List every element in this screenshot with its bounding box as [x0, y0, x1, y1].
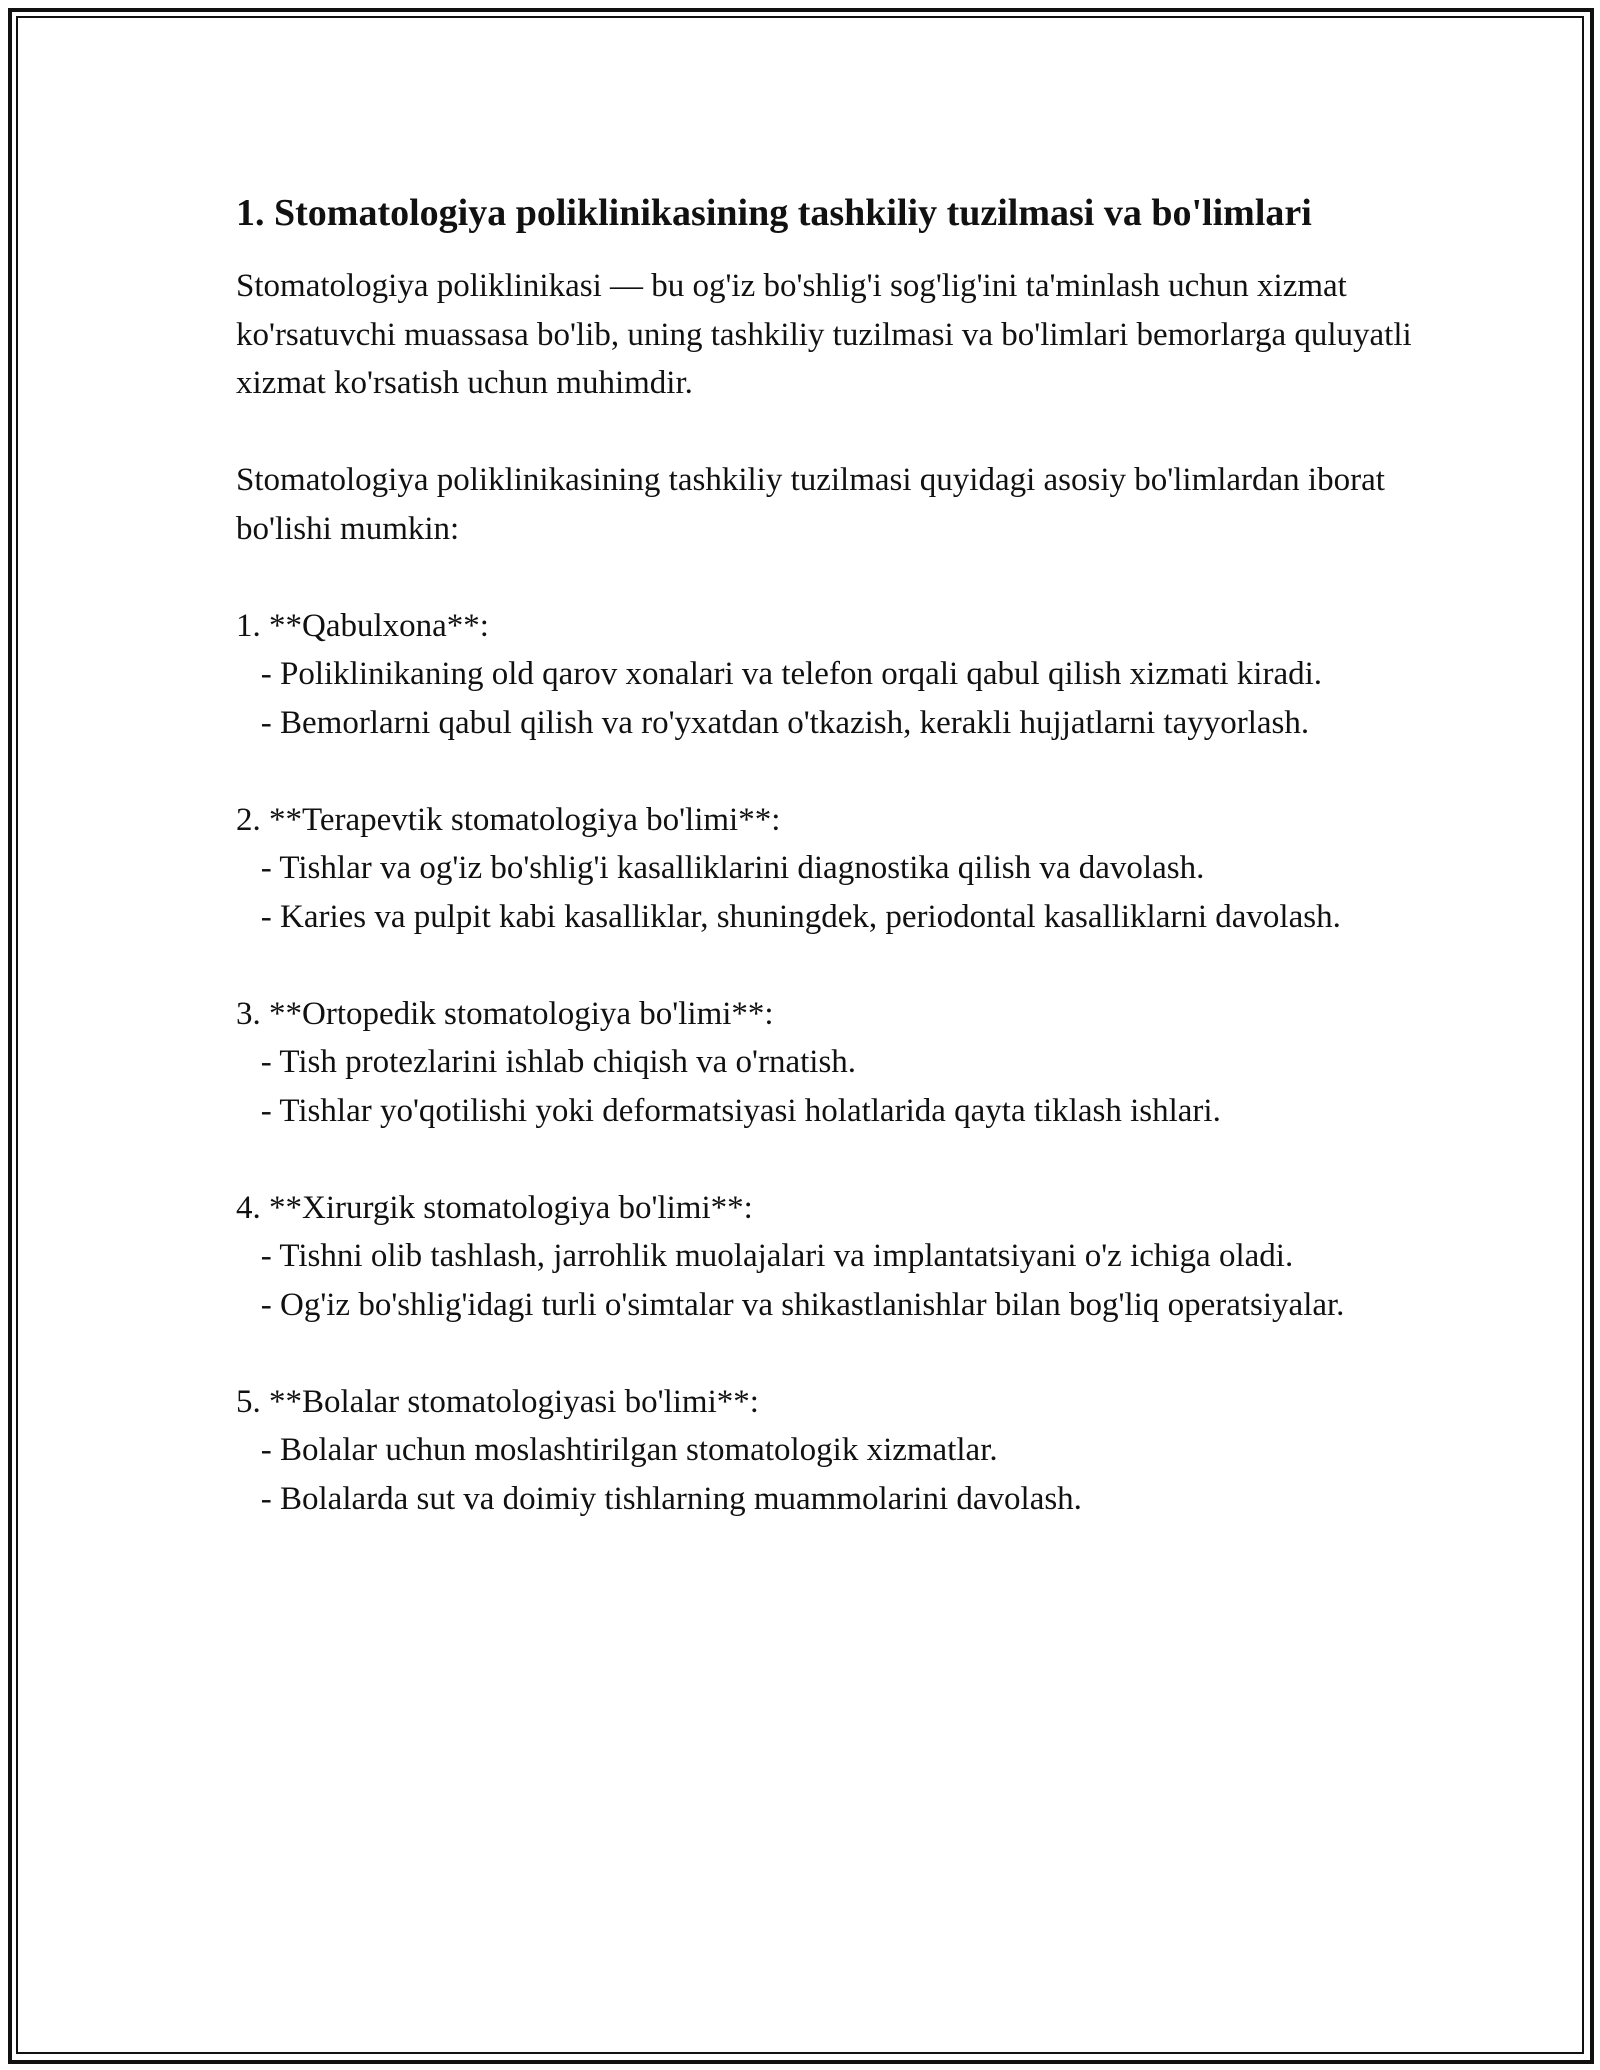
section-xirurgik: [236, 1184, 1416, 1330]
section-item: - Tish protezlarini ishlab chiqish va o'rnatish.: [236, 1044, 857, 1080]
document-title: 1. Stomatologiya poliklinikasining tashkiliy tuzilmasi va bo'limlari: [236, 192, 1312, 234]
section-qabulxona: [236, 602, 1416, 748]
intro-paragraph: Stomatologiya poliklinikasi — bu og'iz bo'shlig'i sog'lig'ini ta'minlash uchun xizmat ko'rsatuvchi muassasa bo'lib, uning tashkiliy tuzilmasi va bo'limlari bemorlarga quluyatli xizmat ko'rsatish uchun muhimdir.: [236, 268, 1420, 401]
paragraph-gap: [236, 941, 1416, 990]
section-heading: 1. **Qabulxona**:: [236, 607, 489, 644]
section-item: - Tishlar yo'qotilishi yoki deformatsiyasi holatlarida qayta tiklash ishlari.: [236, 1092, 1221, 1129]
section-heading: 2. **Terapevtik stomatologiya bo'limi**:: [236, 801, 781, 838]
section-ortopedik: [236, 990, 1416, 1136]
section-heading: 3. **Ortopedik stomatologiya bo'limi**:: [236, 995, 774, 1032]
section-item: - Tishni olib tashlash, jarrohlik muolajalari va implantatsiyani o'z ichiga oladi.: [236, 1238, 1294, 1274]
section-item: - Karies va pulpit kabi kasalliklar, shuningdek, periodontal kasalliklarni davolash.: [236, 898, 1341, 935]
paragraph-gap: [236, 408, 1416, 457]
section-item: - Bolalar uchun moslashtirilgan stomatologik xizmatlar.: [236, 1432, 998, 1468]
section-heading: 5. **Bolalar stomatologiyasi bo'limi**:: [236, 1383, 759, 1420]
section-bolalar: [236, 1378, 1416, 1524]
paragraph-gap: [236, 1329, 1416, 1378]
section-heading: 4. **Xirurgik stomatologiya bo'limi**:: [236, 1189, 753, 1226]
lead-paragraph: Stomatologiya poliklinikasining tashkiliy tuzilmasi quyidagi asosiy bo'limlardan iborat bo'lishi mumkin:: [236, 462, 1394, 547]
paragraph-gap: [236, 553, 1416, 602]
section-terapevtik: [236, 796, 1416, 942]
section-item: - Poliklinikaning old qarov xonalari va telefon orqali qabul qilish xizmati kiradi.: [236, 656, 1323, 692]
section-item: - Bemorlarni qabul qilish va ro'yxatdan o'tkazish, kerakli hujjatlarni tayyorlash.: [236, 704, 1310, 741]
document-body: [236, 186, 1420, 1523]
section-item: - Tishlar va og'iz bo'shlig'i kasalliklarini diagnostika qilish va davolash.: [236, 850, 1205, 886]
section-item: - Bolalarda sut va doimiy tishlarning muammolarini davolash.: [236, 1480, 1082, 1517]
section-item: - Og'iz bo'shlig'idagi turli o'simtalar va shikastlanishlar bilan bog'liq operatsiyalar.: [236, 1286, 1345, 1323]
paragraph-gap: [236, 1135, 1416, 1184]
paragraph-gap: [236, 747, 1416, 796]
